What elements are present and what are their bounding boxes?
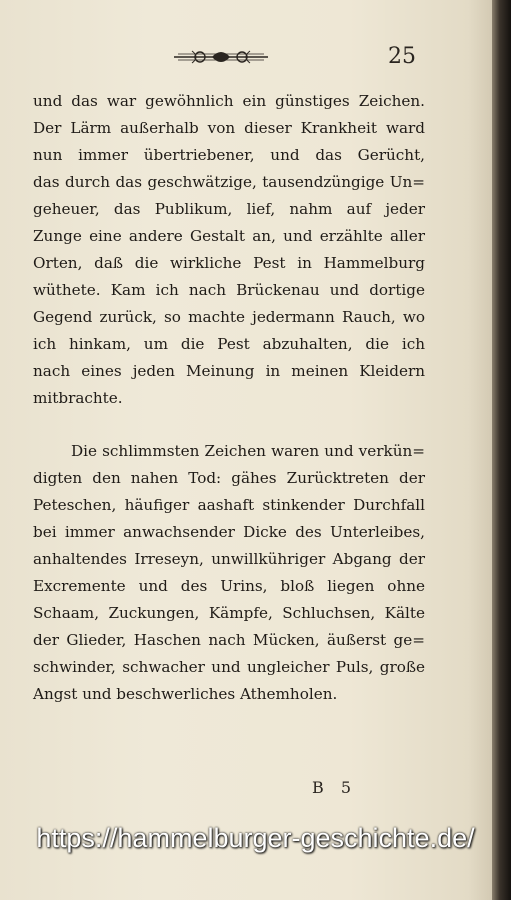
text-line: ich hinkam, um die Pest abzuhalten, die ich bbox=[33, 335, 425, 353]
text-line: Peteschen, häufiger aashaft stinkender Durchfall bbox=[33, 496, 425, 514]
text-line: und das war gewöhnlich ein günstiges Zeichen. bbox=[33, 92, 425, 110]
text-line: Der Lärm außerhalb von dieser Krankheit ward bbox=[33, 119, 425, 137]
text-line: Orten, daß die wirkliche Pest in Hammelburg bbox=[33, 254, 425, 272]
book-spine bbox=[492, 0, 511, 900]
text-line: nun immer übertriebener, und das Gerücht, bbox=[33, 146, 425, 164]
text-line: Die schlimmsten Zeichen waren und verkün= bbox=[71, 442, 425, 460]
text-line: schwinder, schwacher und ungleicher Puls, große bbox=[33, 658, 425, 676]
paragraph-1 bbox=[33, 88, 425, 412]
text-line: nach eines jeden Meinung in meinen Kleidern bbox=[33, 362, 425, 380]
text-line: der Glieder, Haschen nach Mücken, äußerst ge= bbox=[33, 631, 425, 649]
text-line: Angst und beschwerliches Athemholen. bbox=[33, 685, 338, 703]
text-line: Gegend zurück, so machte jedermann Rauch, wo bbox=[33, 308, 425, 326]
paragraph-2 bbox=[33, 438, 425, 708]
signature-mark: B 5 bbox=[312, 778, 358, 797]
text-line: bei immer anwachsender Dicke des Unterleibes, bbox=[33, 523, 425, 541]
text-line: Excremente und des Urins, bloß liegen ohne bbox=[33, 577, 425, 595]
paragraph-gap bbox=[33, 412, 425, 438]
body-text bbox=[33, 88, 425, 708]
watermark-url: https://hammelburger-geschichte.de/ bbox=[36, 823, 475, 853]
text-line: das durch das geschwätzige, tausendzüngige Un= bbox=[33, 173, 425, 191]
text-line: geheuer, das Publikum, lief, nahm auf jeder bbox=[33, 200, 425, 218]
text-line: digten den nahen Tod: gähes Zurücktreten der bbox=[33, 469, 425, 487]
text-line: mitbrachte. bbox=[33, 389, 123, 407]
text-line: anhaltendes Irreseyn, unwillkühriger Abgang der bbox=[33, 550, 425, 568]
page-number: 25 bbox=[388, 44, 416, 69]
ornament-icon bbox=[172, 46, 270, 68]
text-line: wüthete. Kam ich nach Brückenau und dortige bbox=[33, 281, 425, 299]
text-line: Schaam, Zuckungen, Kämpfe, Schluchsen, Kälte bbox=[33, 604, 425, 622]
text-line: Zunge eine andere Gestalt an, und erzählte aller bbox=[33, 227, 425, 245]
